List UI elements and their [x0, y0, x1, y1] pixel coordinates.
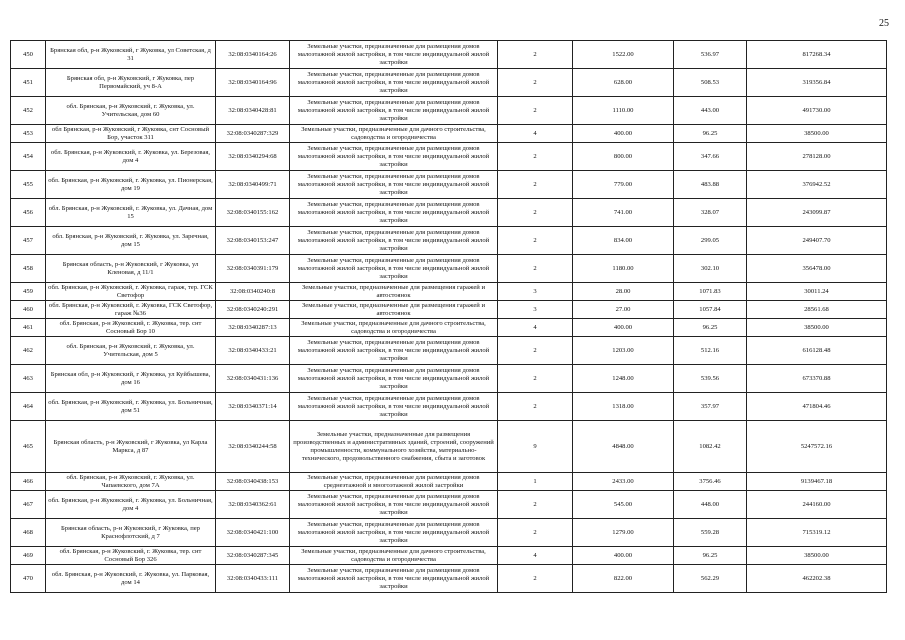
- specific-value-cell: 483.88: [674, 171, 747, 199]
- table-row: [11, 227, 887, 255]
- specific-value-cell: 1057.84: [674, 301, 747, 319]
- cadastral-value-cell: 673370.88: [747, 365, 887, 393]
- land-use-cell: Земельные участки, предназначенные для дачного строительства, садоводства и огородничества: [290, 547, 498, 565]
- specific-value-cell: 559.28: [674, 519, 747, 547]
- table-row: [11, 565, 887, 593]
- area-cell: 800.00: [573, 143, 674, 171]
- area-cell: 4848.00: [573, 421, 674, 473]
- row-number-cell: 452: [11, 97, 46, 125]
- group-number-cell: 3: [498, 283, 573, 301]
- area-cell: 834.00: [573, 227, 674, 255]
- address-cell: обл. Брянская, р-н Жуковский, г. Жуковка, ул. Больничная, дом 51: [46, 393, 216, 421]
- cadastral-number-cell: 32:08:0340153:247: [216, 227, 290, 255]
- table-row: [11, 473, 887, 491]
- area-cell: 1203.00: [573, 337, 674, 365]
- row-number-cell: 467: [11, 491, 46, 519]
- row-number-cell: 463: [11, 365, 46, 393]
- row-number-cell: 461: [11, 319, 46, 337]
- row-number-cell: 468: [11, 519, 46, 547]
- specific-value-cell: 3756.46: [674, 473, 747, 491]
- group-number-cell: 2: [498, 519, 573, 547]
- land-use-cell: Земельные участки, предназначенные для размещения домов малоэтажной жилой застройки, в том числе индивидуальной жилой застройки: [290, 171, 498, 199]
- cadastral-value-cell: 28561.68: [747, 301, 887, 319]
- table-row: [11, 393, 887, 421]
- row-number-cell: 451: [11, 69, 46, 97]
- cadastral-number-cell: 32:08:0340433:21: [216, 337, 290, 365]
- address-cell: обл. Брянская, р-н Жуковский, г. Жуковка, тер. снт Сосновый Бор 10: [46, 319, 216, 337]
- table-row: [11, 255, 887, 283]
- cadastral-value-cell: 9139467.18: [747, 473, 887, 491]
- cadastral-number-cell: 32:08:0340433:111: [216, 565, 290, 593]
- specific-value-cell: 357.97: [674, 393, 747, 421]
- cadastral-value-cell: 319356.84: [747, 69, 887, 97]
- table-row: [11, 283, 887, 301]
- area-cell: 822.00: [573, 565, 674, 593]
- address-cell: обл. Брянская, р-н Жуковский, г. Жуковка, ул. Чапаевского, дом 7А: [46, 473, 216, 491]
- row-number-cell: 450: [11, 41, 46, 69]
- land-use-cell: Земельные участки, предназначенные для размещения домов малоэтажной жилой застройки, в том числе индивидуальной жилой застройки: [290, 519, 498, 547]
- land-use-cell: Земельные участки, предназначенные для размещения домов малоэтажной жилой застройки, в том числе индивидуальной жилой застройки: [290, 97, 498, 125]
- table-row: [11, 199, 887, 227]
- area-cell: 1110.00: [573, 97, 674, 125]
- group-number-cell: 4: [498, 125, 573, 143]
- cadastral-number-cell: 32:08:0340287:329: [216, 125, 290, 143]
- cadastral-number-cell: 32:08:0340287:345: [216, 547, 290, 565]
- area-cell: 545.00: [573, 491, 674, 519]
- land-use-cell: Земельные участки, предназначенные для размещения домов малоэтажной жилой застройки, в том числе индивидуальной жилой застройки: [290, 255, 498, 283]
- specific-value-cell: 448.00: [674, 491, 747, 519]
- table-row: [11, 125, 887, 143]
- row-number-cell: 465: [11, 421, 46, 473]
- group-number-cell: 2: [498, 199, 573, 227]
- specific-value-cell: 1082.42: [674, 421, 747, 473]
- land-use-cell: Земельные участки, предназначенные для размещения домов малоэтажной жилой застройки, в том числе индивидуальной жилой застройки: [290, 565, 498, 593]
- row-number-cell: 469: [11, 547, 46, 565]
- table-row: [11, 547, 887, 565]
- area-cell: 628.00: [573, 69, 674, 97]
- group-number-cell: 4: [498, 319, 573, 337]
- table-row: [11, 97, 887, 125]
- row-number-cell: 470: [11, 565, 46, 593]
- address-cell: Брянская обл, р-н Жуковский, г Жуковка, ул Куйбышева, дом 16: [46, 365, 216, 393]
- specific-value-cell: 328.07: [674, 199, 747, 227]
- table-body: [11, 41, 887, 593]
- cadastral-number-cell: 32:08:0340371:14: [216, 393, 290, 421]
- cadastral-number-cell: 32:08:0340164:96: [216, 69, 290, 97]
- cadastral-number-cell: 32:08:0340421:100: [216, 519, 290, 547]
- group-number-cell: 2: [498, 337, 573, 365]
- cadastral-number-cell: 32:08:0340294:68: [216, 143, 290, 171]
- address-cell: обл. Брянская, р-н Жуковский, г. Жуковка, тер. снт Сосновый Бор 326: [46, 547, 216, 565]
- cadastral-value-table: [10, 40, 887, 593]
- row-number-cell: 454: [11, 143, 46, 171]
- specific-value-cell: 508.53: [674, 69, 747, 97]
- land-use-cell: Земельные участки, предназначенные для размещения домов малоэтажной жилой застройки, в том числе индивидуальной жилой застройки: [290, 199, 498, 227]
- address-cell: Брянская обл, р-н Жуковский, г Жуковка, пер Первомайский, уч 8-А: [46, 69, 216, 97]
- row-number-cell: 466: [11, 473, 46, 491]
- address-cell: обл. Брянская, р-н Жуковский, г. Жуковка, ул. Березовая, дом 4: [46, 143, 216, 171]
- cadastral-number-cell: 32:08:0340240:8: [216, 283, 290, 301]
- area-cell: 1248.00: [573, 365, 674, 393]
- row-number-cell: 455: [11, 171, 46, 199]
- specific-value-cell: 302.10: [674, 255, 747, 283]
- cadastral-value-cell: 249407.70: [747, 227, 887, 255]
- cadastral-number-cell: 32:08:0340244:58: [216, 421, 290, 473]
- address-cell: обл. Брянская, р-н Жуковский, г. Жуковка, гараж, тер. ГСК Светофор: [46, 283, 216, 301]
- group-number-cell: 9: [498, 421, 573, 473]
- group-number-cell: 2: [498, 565, 573, 593]
- cadastral-value-cell: 244160.00: [747, 491, 887, 519]
- row-number-cell: 462: [11, 337, 46, 365]
- cadastral-value-cell: 376942.52: [747, 171, 887, 199]
- address-cell: обл. Брянская, р-н Жуковский, г. Жуковка, ГСК Светофор, гараж №36: [46, 301, 216, 319]
- group-number-cell: 2: [498, 143, 573, 171]
- table-row: [11, 421, 887, 473]
- address-cell: обл. Брянская, р-н Жуковский, г. Жуковка, ул. Учительская, дом 60: [46, 97, 216, 125]
- cadastral-number-cell: 32:08:0340391:179: [216, 255, 290, 283]
- cadastral-number-cell: 32:08:0340431:136: [216, 365, 290, 393]
- table-row: [11, 491, 887, 519]
- group-number-cell: 2: [498, 41, 573, 69]
- land-use-cell: Земельные участки, предназначенные для размещения домов малоэтажной жилой застройки, в том числе индивидуальной жилой застройки: [290, 69, 498, 97]
- group-number-cell: 1: [498, 473, 573, 491]
- land-use-cell: Земельные участки, предназначенные для размещения домов малоэтажной жилой застройки, в том числе индивидуальной жилой застройки: [290, 365, 498, 393]
- cadastral-value-cell: 462202.38: [747, 565, 887, 593]
- group-number-cell: 4: [498, 547, 573, 565]
- land-use-cell: Земельные участки, предназначенные для размещения домов малоэтажной жилой застройки, в том числе индивидуальной жилой застройки: [290, 491, 498, 519]
- address-cell: Брянская область, р-н Жуковский, г Жуковка, ул Кленовая, д 11/1: [46, 255, 216, 283]
- address-cell: Брянская обл, р-н Жуковский, г Жуковка, ул Советская, д 31: [46, 41, 216, 69]
- cadastral-number-cell: 32:08:0340438:153: [216, 473, 290, 491]
- cadastral-value-cell: 817268.34: [747, 41, 887, 69]
- cadastral-value-cell: 471804.46: [747, 393, 887, 421]
- cadastral-value-cell: 38500.00: [747, 547, 887, 565]
- specific-value-cell: 347.66: [674, 143, 747, 171]
- area-cell: 2433.00: [573, 473, 674, 491]
- area-cell: 779.00: [573, 171, 674, 199]
- group-number-cell: 2: [498, 393, 573, 421]
- row-number-cell: 464: [11, 393, 46, 421]
- land-use-cell: Земельные участки, предназначенные для размещения домов среднеэтажной и многоэтажной жилой застройки: [290, 473, 498, 491]
- land-use-cell: Земельные участки, предназначенные для размещения домов малоэтажной жилой застройки, в том числе индивидуальной жилой застройки: [290, 227, 498, 255]
- cadastral-number-cell: 32:08:0340155:162: [216, 199, 290, 227]
- group-number-cell: 2: [498, 255, 573, 283]
- table-row: [11, 41, 887, 69]
- area-cell: 28.00: [573, 283, 674, 301]
- specific-value-cell: 96.25: [674, 547, 747, 565]
- row-number-cell: 456: [11, 199, 46, 227]
- area-cell: 400.00: [573, 125, 674, 143]
- row-number-cell: 459: [11, 283, 46, 301]
- land-use-cell: Земельные участки, предназначенные для размещения домов малоэтажной жилой застройки, в том числе индивидуальной жилой застройки: [290, 337, 498, 365]
- cadastral-number-cell: 32:08:0340287:13: [216, 319, 290, 337]
- group-number-cell: 2: [498, 69, 573, 97]
- cadastral-value-cell: 5247572.16: [747, 421, 887, 473]
- specific-value-cell: 539.56: [674, 365, 747, 393]
- specific-value-cell: 1071.83: [674, 283, 747, 301]
- area-cell: 1318.00: [573, 393, 674, 421]
- cadastral-value-cell: 30011.24: [747, 283, 887, 301]
- table-row: [11, 301, 887, 319]
- land-use-cell: Земельные участки, предназначенные для дачного строительства, садоводства и огородничества: [290, 319, 498, 337]
- address-cell: обл. Брянская, р-н Жуковский, г. Жуковка, ул. Парковая, дом 14: [46, 565, 216, 593]
- cadastral-value-cell: 715319.12: [747, 519, 887, 547]
- group-number-cell: 2: [498, 365, 573, 393]
- specific-value-cell: 299.05: [674, 227, 747, 255]
- area-cell: 1522.00: [573, 41, 674, 69]
- land-use-cell: Земельные участки, предназначенные для размещения гаражей и автостоянок: [290, 301, 498, 319]
- address-cell: Брянская область, р-н Жуковский, г Жуковка, ул Карла Маркса, д 87: [46, 421, 216, 473]
- address-cell: обл. Брянская, р-н Жуковский, г. Жуковка, ул. Заречная, дом 15: [46, 227, 216, 255]
- table-row: [11, 171, 887, 199]
- specific-value-cell: 96.25: [674, 125, 747, 143]
- page-number: 25: [879, 18, 889, 29]
- land-use-cell: Земельные участки, предназначенные для размещения домов малоэтажной жилой застройки, в том числе индивидуальной жилой застройки: [290, 41, 498, 69]
- cadastral-value-cell: 38500.00: [747, 319, 887, 337]
- cadastral-value-cell: 278128.00: [747, 143, 887, 171]
- address-cell: обл. Брянская, р-н Жуковский, г. Жуковка, ул. Дачная, дом 15: [46, 199, 216, 227]
- land-use-cell: Земельные участки, предназначенные для размещения гаражей и автостоянок: [290, 283, 498, 301]
- cadastral-value-cell: 38500.00: [747, 125, 887, 143]
- group-number-cell: 2: [498, 491, 573, 519]
- cadastral-value-cell: 243099.87: [747, 199, 887, 227]
- row-number-cell: 460: [11, 301, 46, 319]
- group-number-cell: 3: [498, 301, 573, 319]
- area-cell: 741.00: [573, 199, 674, 227]
- specific-value-cell: 536.97: [674, 41, 747, 69]
- cadastral-number-cell: 32:08:0340164:26: [216, 41, 290, 69]
- cadastral-value-cell: 491730.00: [747, 97, 887, 125]
- land-use-cell: Земельные участки, предназначенные для размещения производственных и административных зданий, строений, сооружений промышленности, коммунального хозяйства, материально-технического, продовольственного снабжения, сбыта и заготовок: [290, 421, 498, 473]
- area-cell: 400.00: [573, 319, 674, 337]
- cadastral-number-cell: 32:08:0340240:291: [216, 301, 290, 319]
- area-cell: 1279.00: [573, 519, 674, 547]
- cadastral-value-cell: 356478.00: [747, 255, 887, 283]
- specific-value-cell: 562.29: [674, 565, 747, 593]
- table-row: [11, 143, 887, 171]
- cadastral-number-cell: 32:08:0340362:61: [216, 491, 290, 519]
- table-row: [11, 365, 887, 393]
- group-number-cell: 2: [498, 171, 573, 199]
- row-number-cell: 458: [11, 255, 46, 283]
- specific-value-cell: 96.25: [674, 319, 747, 337]
- address-cell: обл. Брянская, р-н Жуковский, г. Жуковка, ул. Больничная, дом 4: [46, 491, 216, 519]
- cadastral-value-cell: 616128.48: [747, 337, 887, 365]
- land-use-cell: Земельные участки, предназначенные для дачного строительства, садоводства и огородничества: [290, 125, 498, 143]
- table-row: [11, 337, 887, 365]
- specific-value-cell: 443.00: [674, 97, 747, 125]
- row-number-cell: 453: [11, 125, 46, 143]
- table-row: [11, 519, 887, 547]
- area-cell: 27.00: [573, 301, 674, 319]
- land-use-cell: Земельные участки, предназначенные для размещения домов малоэтажной жилой застройки, в том числе индивидуальной жилой застройки: [290, 393, 498, 421]
- address-cell: обл Брянская, р-н Жуковский, г Жуковка, снт Сосновый Бор, участок 311: [46, 125, 216, 143]
- group-number-cell: 2: [498, 97, 573, 125]
- address-cell: Брянская область, р-н Жуковский, г Жуковка, пер Краснофлотский, д 7: [46, 519, 216, 547]
- cadastral-number-cell: 32:08:0340428:81: [216, 97, 290, 125]
- cadastral-number-cell: 32:08:0340499:71: [216, 171, 290, 199]
- address-cell: обл. Брянская, р-н Жуковский, г. Жуковка, ул. Пионерская, дом 19: [46, 171, 216, 199]
- specific-value-cell: 512.16: [674, 337, 747, 365]
- area-cell: 1180.00: [573, 255, 674, 283]
- group-number-cell: 2: [498, 227, 573, 255]
- address-cell: обл. Брянская, р-н Жуковский, г. Жуковка, ул. Учительская, дом 5: [46, 337, 216, 365]
- row-number-cell: 457: [11, 227, 46, 255]
- table-row: [11, 69, 887, 97]
- area-cell: 400.00: [573, 547, 674, 565]
- land-use-cell: Земельные участки, предназначенные для размещения домов малоэтажной жилой застройки, в том числе индивидуальной жилой застройки: [290, 143, 498, 171]
- table-row: [11, 319, 887, 337]
